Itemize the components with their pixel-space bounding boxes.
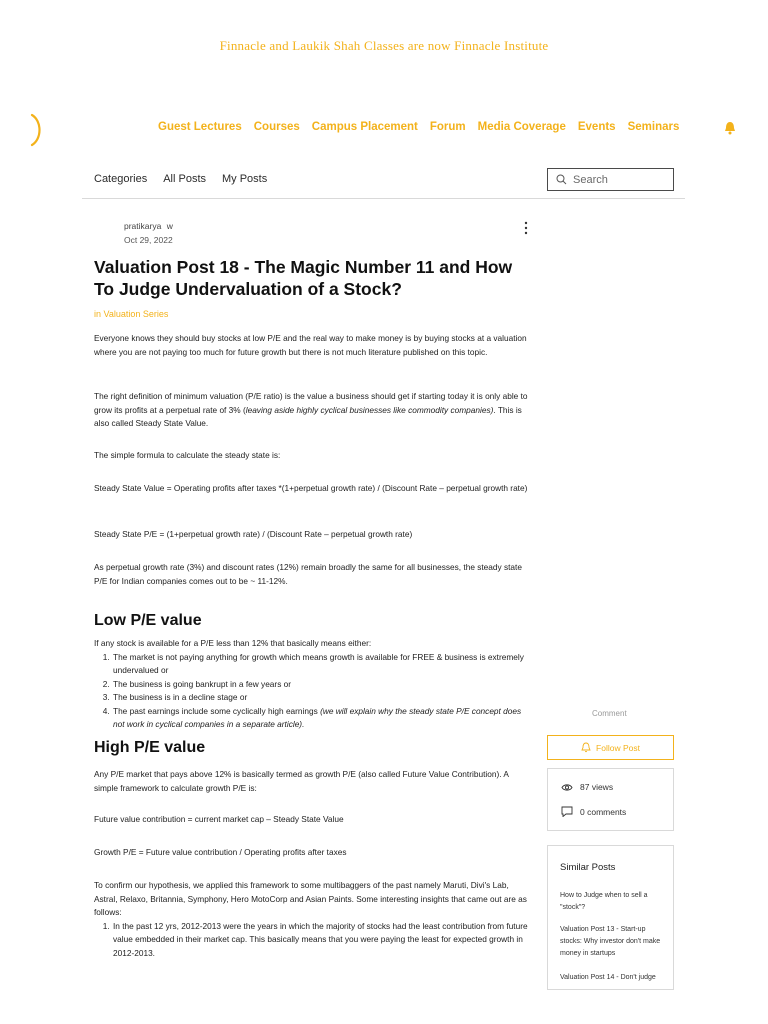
list-item-text: The past earnings include some cyclically high earnings (113, 705, 321, 716)
author-name[interactable]: pratikarya (124, 221, 162, 231)
similar-post-link[interactable]: How to Judge when to sell a "stock"? (560, 892, 648, 911)
follow-post-label: Follow Post (596, 742, 640, 753)
definition-paragraph (94, 390, 528, 431)
author-badge: w (166, 221, 173, 231)
definition-block (94, 390, 528, 431)
formula2: Steady State P/E = (1+perpetual growth rate) / (Discount Rate – perpetual growth rate) (94, 529, 413, 539)
follow-post-button[interactable] (547, 735, 674, 760)
views-row (561, 782, 613, 792)
eye-icon (561, 783, 573, 792)
announcement-banner: Finnacle and Laukik Shah Classes are now Finnacle Institute (219, 38, 549, 53)
list-item: 1. In the past 12 yrs, 2012-2013 were the years in which the majority of stocks had the least contribution from future value embedded in their market cap. This basically means that you were paying the least for expected growth in 2012-2013. (112, 920, 528, 961)
subnav-all-posts[interactable]: All Posts (163, 173, 206, 185)
list-item: 1. The market is not paying anything for growth which means growth is available for FREE & business is extremely undervalued or (112, 651, 528, 678)
comment-icon (561, 806, 573, 817)
search-input[interactable] (573, 174, 663, 186)
nav-media-coverage[interactable]: Media Coverage (477, 121, 566, 133)
subnav-my-posts[interactable]: My Posts (222, 173, 268, 185)
low-pe-intro: If any stock is available for a P/E less than 12% that basically means either: (94, 638, 372, 648)
subnav-categories[interactable]: Categories (94, 173, 148, 185)
definition-italic: leaving aside highly cyclical businesses like commodity companies) (245, 404, 494, 415)
growth-pe-formula: Growth P/E = Future value contribution / Operating profits after taxes (94, 847, 347, 857)
main-nav (158, 121, 679, 133)
formula1: Steady State Value = Operating profits after taxes *(1+perpetual growth rate) / (Discount Rate – perpetual growth rate) (94, 483, 528, 493)
fvc-formula: Future value contribution = current market cap – Steady State Value (94, 814, 344, 824)
growth-pe-block (94, 846, 528, 860)
fvc-block (94, 813, 528, 827)
definition-text: The right definition of minimum valuation (P/E ratio) is the value a business should get if starting today it is only able to grow its profits at a perpetual rate of 3% ( (94, 391, 528, 415)
nav-seminars[interactable]: Seminars (627, 121, 680, 133)
nav-courses[interactable]: Courses (253, 121, 300, 133)
intro-paragraph: Everyone knows they should buy stocks at low P/E and the real way to make money is by buying stocks at a valuation where you are not paying too much for future growth but there is not much literature published on this topic. (94, 333, 527, 357)
nav-events[interactable]: Events (577, 121, 616, 133)
confirm-paragraph: To confirm our hypothesis, we applied this framework to some multibaggers of the past namely Maruti, Divi's Lab, Astral, Relaxo, Britannia, Symphony, Hero MotoCorp and Asian Paints. Some interesting insights that came out are as follows: (94, 880, 527, 917)
post-title: Valuation Post 18 - The Magic Number 11 and How To Judge Undervaluation of a Stock? (94, 257, 513, 299)
blog-subnav (94, 173, 267, 185)
nav-forum[interactable]: Forum (429, 121, 466, 133)
list-item (112, 705, 528, 732)
formula2-block (94, 528, 528, 542)
high-pe-block (94, 768, 528, 795)
indian-pe-paragraph: As perpetual growth rate (3%) and discount rates (12%) remain broadly the same for all businesses, the steady state P/E for Indian companies comes out to be ~ 11-12%. (94, 562, 522, 586)
post-date: Oct 29, 2022 (124, 235, 173, 245)
comment-label[interactable]: Comment (592, 709, 627, 718)
list-item: 2. The business is going bankrupt in a few years or (112, 678, 528, 692)
post-category-link[interactable]: in Valuation Series (94, 309, 169, 319)
post-stats-box (547, 768, 674, 831)
formula1-block (94, 482, 528, 496)
formula-intro: The simple formula to calculate the steady state is: (94, 450, 281, 460)
list-item-italic: (we will explain why the steady state P/E concept does not work in cyclical companies in a separate article). (113, 705, 522, 729)
more-icon[interactable] (523, 221, 529, 235)
similar-posts-box (547, 845, 674, 990)
similar-post-link[interactable]: Valuation Post 14 - Don't judge (560, 974, 656, 981)
comments-count: 0 comments (580, 806, 627, 817)
bell-icon[interactable] (724, 121, 736, 135)
low-pe-list (94, 651, 528, 732)
views-count: 87 views (580, 782, 614, 792)
nav-guest-lectures[interactable]: Guest Lectures (158, 121, 242, 133)
confirm-block (94, 879, 528, 960)
high-pe-heading: High P/E value (94, 739, 206, 756)
indian-pe-block (94, 561, 528, 588)
list-item: 3. The business is in a decline stage or (112, 691, 528, 705)
definition-end: . This is also called Steady State Value. (94, 404, 522, 428)
formula-intro-block (94, 449, 528, 463)
logo-arc-icon[interactable] (28, 112, 46, 148)
post-intro (94, 332, 528, 359)
search-icon (556, 174, 567, 185)
post-author-block (124, 221, 173, 245)
high-pe-intro: Any P/E market that pays above 12% is basically termed as growth P/E (also called Future Value Contribution). A simple framework to calculate growth P/E is: (94, 769, 509, 793)
header-divider (82, 198, 685, 199)
low-pe-heading: Low P/E value (94, 612, 202, 629)
insights-list (94, 920, 528, 961)
bell-outline-icon (581, 742, 591, 753)
low-pe-block (94, 637, 528, 732)
comments-row (561, 806, 626, 817)
nav-campus-placement[interactable]: Campus Placement (311, 121, 418, 133)
similar-posts-heading: Similar Posts (560, 862, 616, 873)
search-box[interactable] (547, 168, 674, 191)
similar-post-link[interactable]: Valuation Post 13 - Start-up stocks: Why investor don't make money in startups (560, 926, 661, 957)
